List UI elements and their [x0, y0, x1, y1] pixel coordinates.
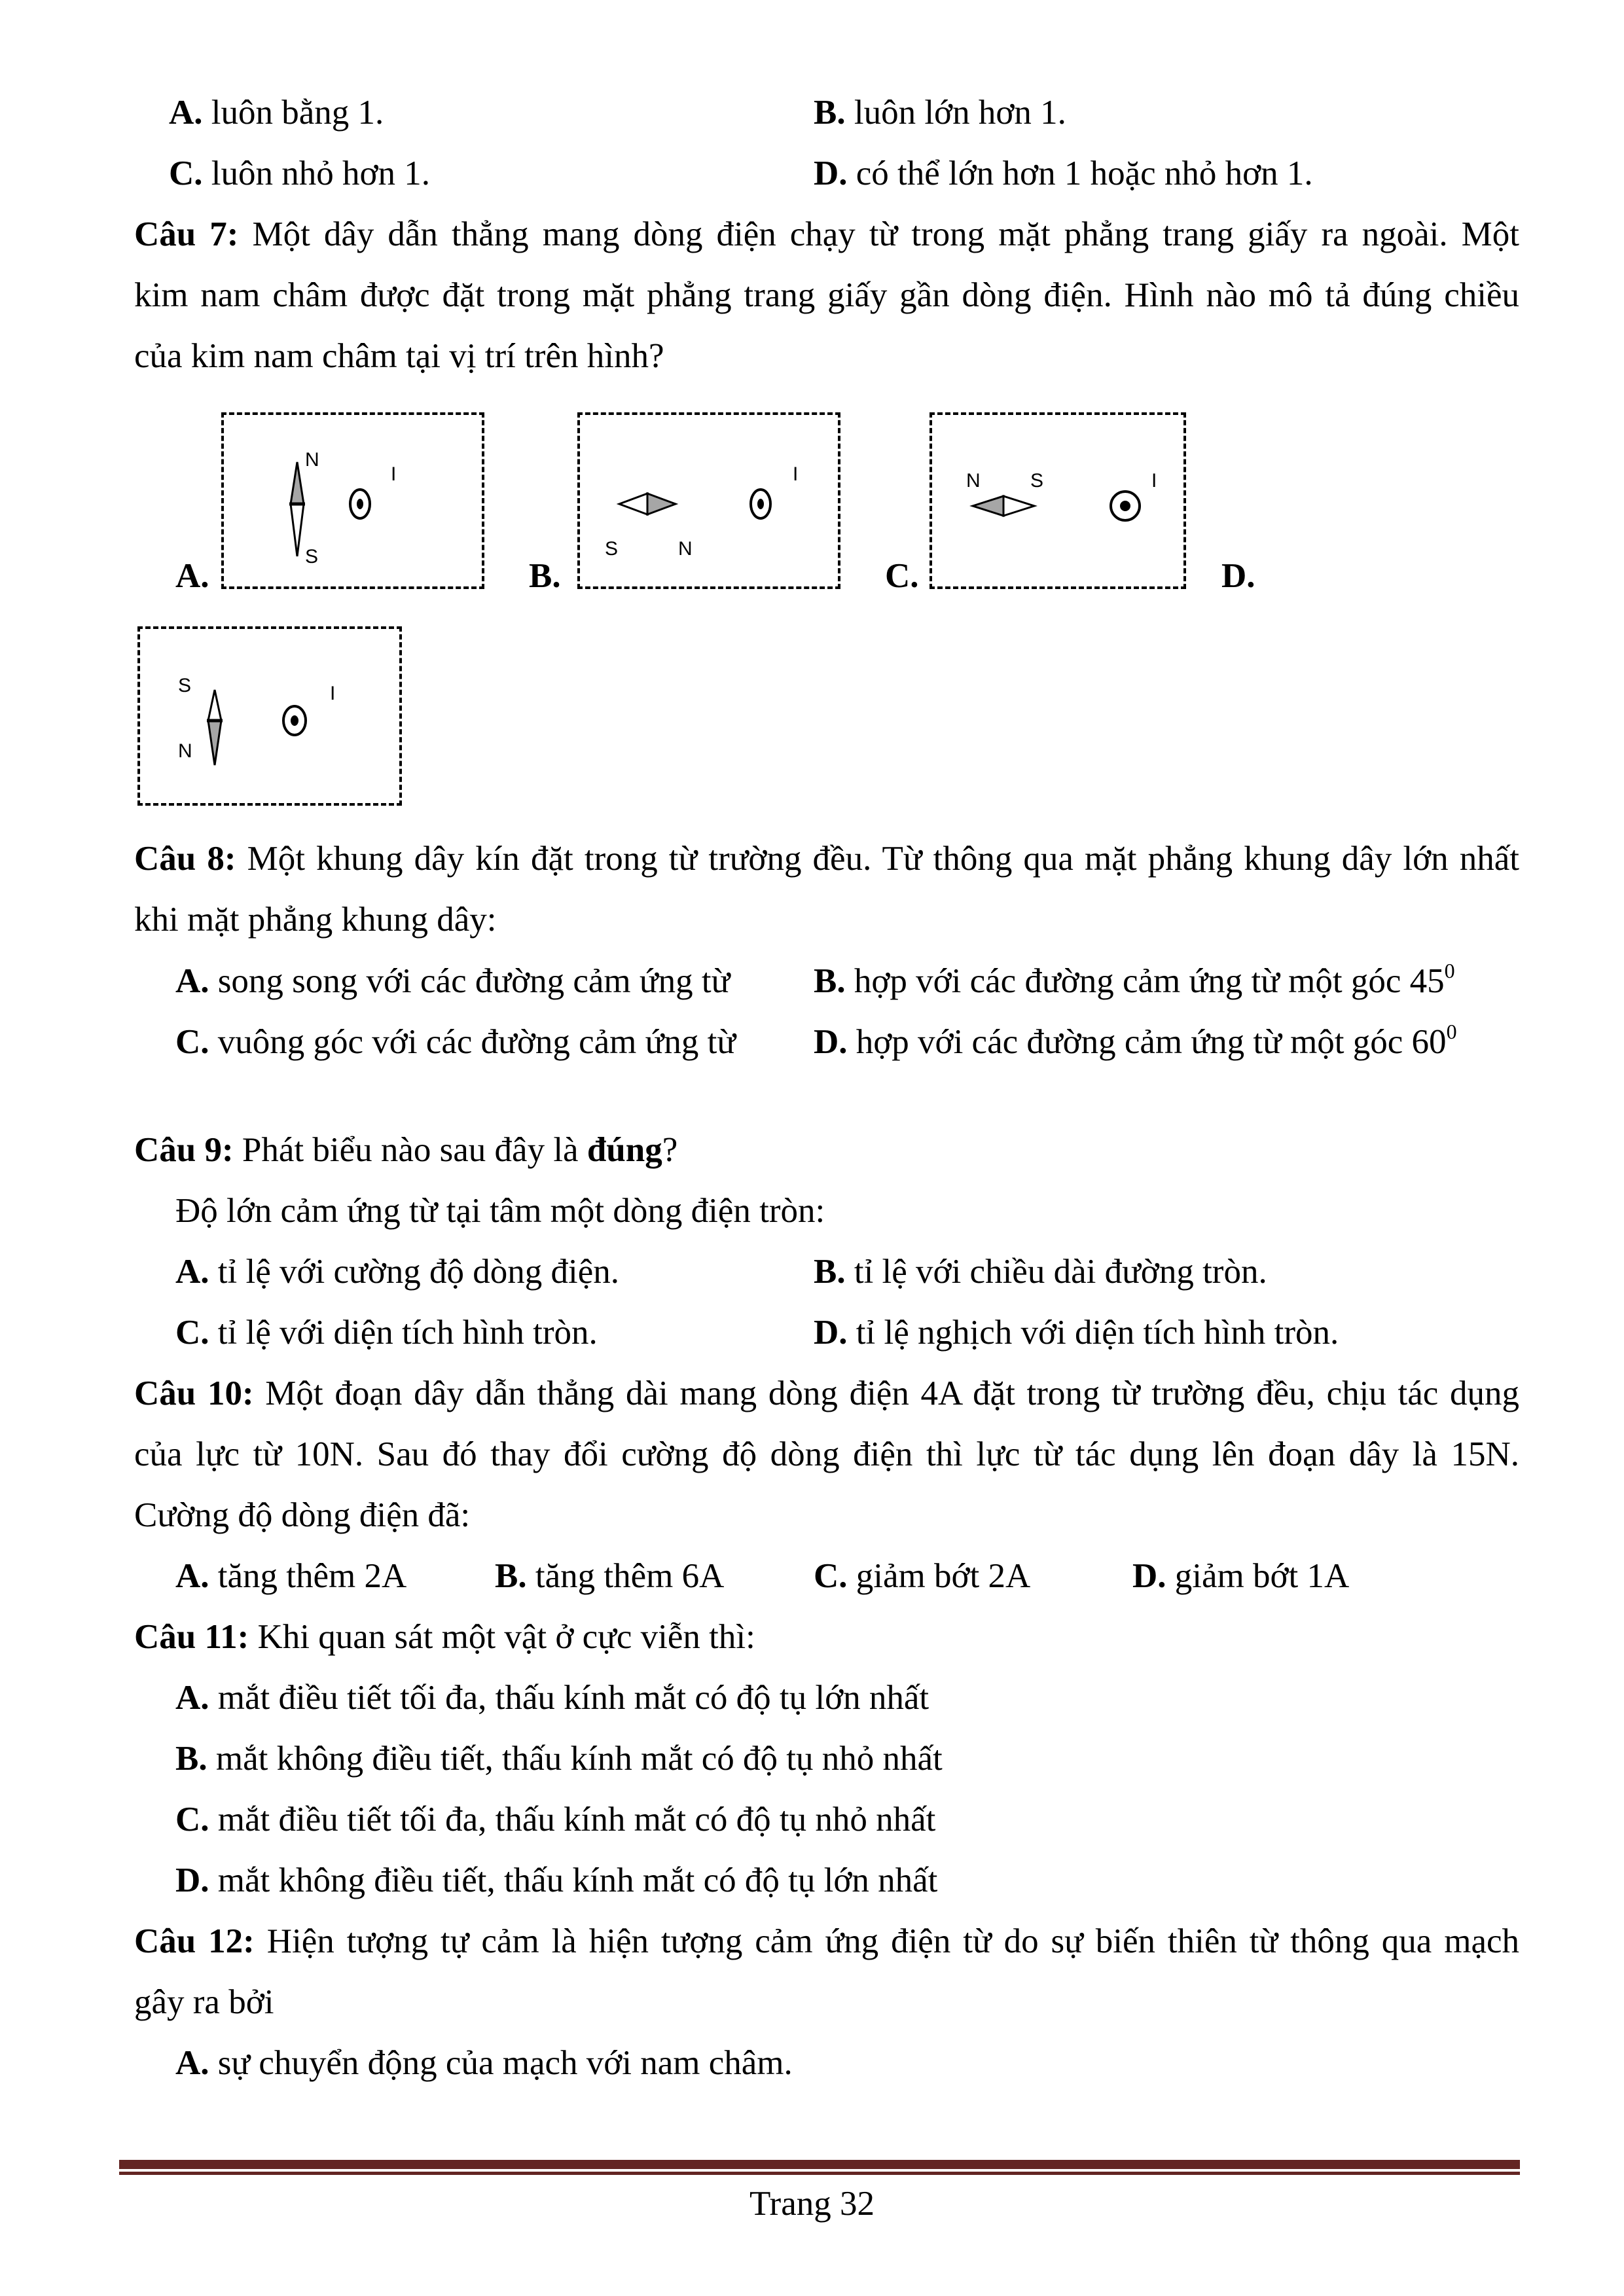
current-out-of-page-icon [1111, 492, 1140, 520]
option-label: D. [814, 1023, 848, 1061]
compass-diagram-b [580, 415, 843, 592]
option-text: mắt điều tiết tối đa, thấu kính mắt có độ tụ lớn nhất [209, 1679, 929, 1717]
option-label: C. [169, 154, 203, 192]
pole-s-label: S [178, 675, 192, 696]
option-label: D. [1132, 1557, 1166, 1595]
option-text: luôn lớn hơn 1. [845, 94, 1066, 132]
option-text: tỉ lệ với chiều dài đường tròn. [845, 1253, 1267, 1291]
q9-option-b [814, 1251, 1267, 1293]
question-label: Câu 8: [134, 840, 236, 878]
question-emphasis: đúng [586, 1131, 662, 1169]
option-text: tỉ lệ với cường độ dòng điện. [209, 1253, 620, 1291]
figure-a [221, 412, 484, 589]
question-text: ? [662, 1131, 678, 1169]
question-label: Câu 12: [134, 1922, 255, 1960]
q10-option-b [495, 1555, 724, 1597]
q9-stem [175, 1190, 825, 1232]
option-label: A. [175, 962, 209, 1000]
option-label: B. [495, 1557, 527, 1595]
option-text: luôn bằng 1. [202, 94, 384, 132]
current-out-of-page-icon [350, 490, 370, 518]
q8-option-c [175, 1021, 736, 1063]
question-text: của kim nam châm tại vị trí trên hình? [134, 337, 664, 375]
q7-line-2 [134, 274, 1519, 316]
q8-option-d [814, 1021, 1457, 1067]
option-text: luôn nhỏ hơn 1. [202, 154, 431, 192]
question-text: Khi quan sát một vật ở cực viễn thì: [249, 1618, 755, 1656]
degree-superscript: 0 [1444, 959, 1455, 982]
footer-rule-thick [119, 2160, 1520, 2169]
current-i-label: I [793, 463, 799, 485]
question-text: Hiện tượng tự cảm là hiện tượng cảm ứng điện từ do sự biến thiên từ thông qua mạch [254, 1922, 1519, 1960]
option-text: tăng thêm 6A [526, 1557, 725, 1595]
pole-s-label: S [305, 546, 319, 567]
option-label: C. [175, 1314, 209, 1352]
option-text: mắt không điều tiết, thấu kính mắt có độ tụ lớn nhất [209, 1861, 938, 1899]
current-i-label: I [330, 683, 336, 704]
q8-option-b [814, 960, 1455, 1006]
q12-option-a [175, 2042, 793, 2084]
figure-d [137, 626, 402, 806]
compass-diagram-c [932, 415, 1189, 592]
option-text: giảm bớt 1A [1166, 1557, 1350, 1595]
q11-line-1 [134, 1616, 755, 1658]
option-label: B. [175, 1740, 208, 1778]
question-text: Cường độ dòng điện đã: [134, 1496, 471, 1534]
q11-option-c [175, 1799, 935, 1840]
compass-diagram-a [224, 415, 487, 592]
question-stem: Độ lớn cảm ứng từ tại tâm một dòng điện tròn: [175, 1192, 825, 1230]
compass-needle-icon [289, 462, 305, 556]
q9-option-d [814, 1312, 1339, 1354]
current-out-of-page-icon [283, 706, 306, 735]
option-label: C. [814, 1557, 848, 1595]
pole-n-label: N [966, 470, 981, 492]
q9-option-a [175, 1251, 619, 1293]
option-text: tỉ lệ với diện tích hình tròn. [209, 1314, 598, 1352]
q12-line-1 [134, 1920, 1519, 1962]
q9-line-1 [134, 1129, 677, 1171]
question-text: gây ra bởi [134, 1983, 274, 2021]
q9-option-c [175, 1312, 598, 1354]
page-number: Trang 32 [749, 2185, 875, 2223]
compass-needle-icon [973, 496, 1034, 516]
q10-line-3 [134, 1494, 470, 1536]
option-label: B. [814, 94, 846, 132]
question-text: Phát biểu nào sau đây là [233, 1131, 587, 1169]
q6-option-c [169, 152, 430, 194]
option-label: B. [814, 962, 846, 1000]
option-label: C. [175, 1801, 209, 1839]
q10-option-d [1132, 1555, 1349, 1597]
q7-line-1 [134, 213, 1519, 255]
figure-c [929, 412, 1186, 589]
compass-diagram-d [140, 629, 405, 808]
question-text: Một dây dẫn thẳng mang dòng điện chạy từ trong mặt phẳng trang giấy ra ngoài. Một [238, 215, 1520, 253]
option-text: mắt không điều tiết, thấu kính mắt có độ tụ nhỏ nhất [207, 1740, 943, 1778]
degree-superscript: 0 [1446, 1020, 1457, 1043]
pole-n-label: N [178, 740, 192, 762]
figure-c-label: C. [885, 557, 919, 595]
option-text: vuông góc với các đường cảm ứng từ [209, 1023, 736, 1061]
option-label: D. [814, 1314, 848, 1352]
option-text: giảm bớt 2A [847, 1557, 1031, 1595]
q11-option-a [175, 1677, 929, 1719]
compass-needle-icon [619, 493, 676, 514]
question-label: Câu 7: [134, 215, 239, 253]
option-text: tăng thêm 2A [209, 1557, 407, 1595]
compass-needle-icon [207, 690, 223, 765]
q8-line-1 [134, 838, 1519, 880]
figure-b [577, 412, 840, 589]
q6-option-b [814, 92, 1066, 134]
question-text: Một đoạn dây dẫn thẳng dài mang dòng điện 4A đặt trong từ trường đều, chịu tác dụng [253, 1374, 1519, 1412]
option-label: A. [169, 94, 203, 132]
option-text: mắt điều tiết tối đa, thấu kính mắt có độ tụ nhỏ nhất [209, 1801, 936, 1839]
pole-s-label: S [605, 538, 619, 560]
question-text: khi mặt phẳng khung dây: [134, 901, 497, 939]
option-text: hợp với các đường cảm ứng từ một góc 45 [845, 962, 1445, 1000]
option-text: sự chuyển động của mạch với nam châm. [209, 2044, 793, 2082]
option-text: song song với các đường cảm ứng từ [209, 962, 731, 1000]
q11-option-b [175, 1738, 943, 1780]
option-label: D. [175, 1861, 209, 1899]
option-label: A. [175, 1679, 209, 1717]
figure-d-label: D. [1221, 557, 1255, 595]
q12-line-2 [134, 1981, 274, 2023]
q6-option-a [169, 92, 384, 134]
question-label: Câu 10: [134, 1374, 254, 1412]
option-label: B. [814, 1253, 846, 1291]
current-i-label: I [1151, 470, 1157, 492]
option-text: tỉ lệ nghịch với diện tích hình tròn. [847, 1314, 1339, 1352]
question-text: của lực từ 10N. Sau đó thay đổi cường độ dòng điện thì lực từ tác dụng lên đoạn dây là 15N. [134, 1435, 1519, 1473]
q11-option-d [175, 1859, 937, 1901]
figure-a-label: A. [175, 557, 209, 595]
question-text: kim nam châm được đặt trong mặt phẳng trang giấy gần dòng điện. Hình nào mô tả đúng chiều [134, 276, 1519, 314]
question-text: Một khung dây kín đặt trong từ trường đều. Từ thông qua mặt phẳng khung dây lớn nhất [236, 840, 1519, 878]
question-label: Câu 11: [134, 1618, 249, 1656]
figure-b-label: B. [529, 557, 561, 595]
option-label: D. [814, 154, 848, 192]
option-text: có thể lớn hơn 1 hoặc nhỏ hơn 1. [847, 154, 1313, 192]
option-label: A. [175, 2044, 209, 2082]
pole-s-label: S [1030, 470, 1044, 492]
q6-option-d [814, 152, 1313, 194]
option-label: A. [175, 1253, 209, 1291]
q10-option-a [175, 1555, 406, 1597]
option-text: hợp với các đường cảm ứng từ một góc 60 [847, 1023, 1447, 1061]
q8-option-a [175, 960, 730, 1002]
current-out-of-page-icon [751, 490, 770, 518]
pole-n-label: N [305, 449, 319, 471]
pole-n-label: N [678, 538, 693, 560]
q8-line-2 [134, 899, 496, 941]
current-i-label: I [391, 463, 397, 485]
option-label: A. [175, 1557, 209, 1595]
q7-line-3 [134, 335, 664, 377]
question-label: Câu 9: [134, 1131, 234, 1169]
q10-line-1 [134, 1372, 1519, 1414]
option-label: C. [175, 1023, 209, 1061]
footer-rule-thin [119, 2172, 1520, 2175]
q10-line-2 [134, 1433, 1519, 1475]
q10-option-c [814, 1555, 1030, 1597]
